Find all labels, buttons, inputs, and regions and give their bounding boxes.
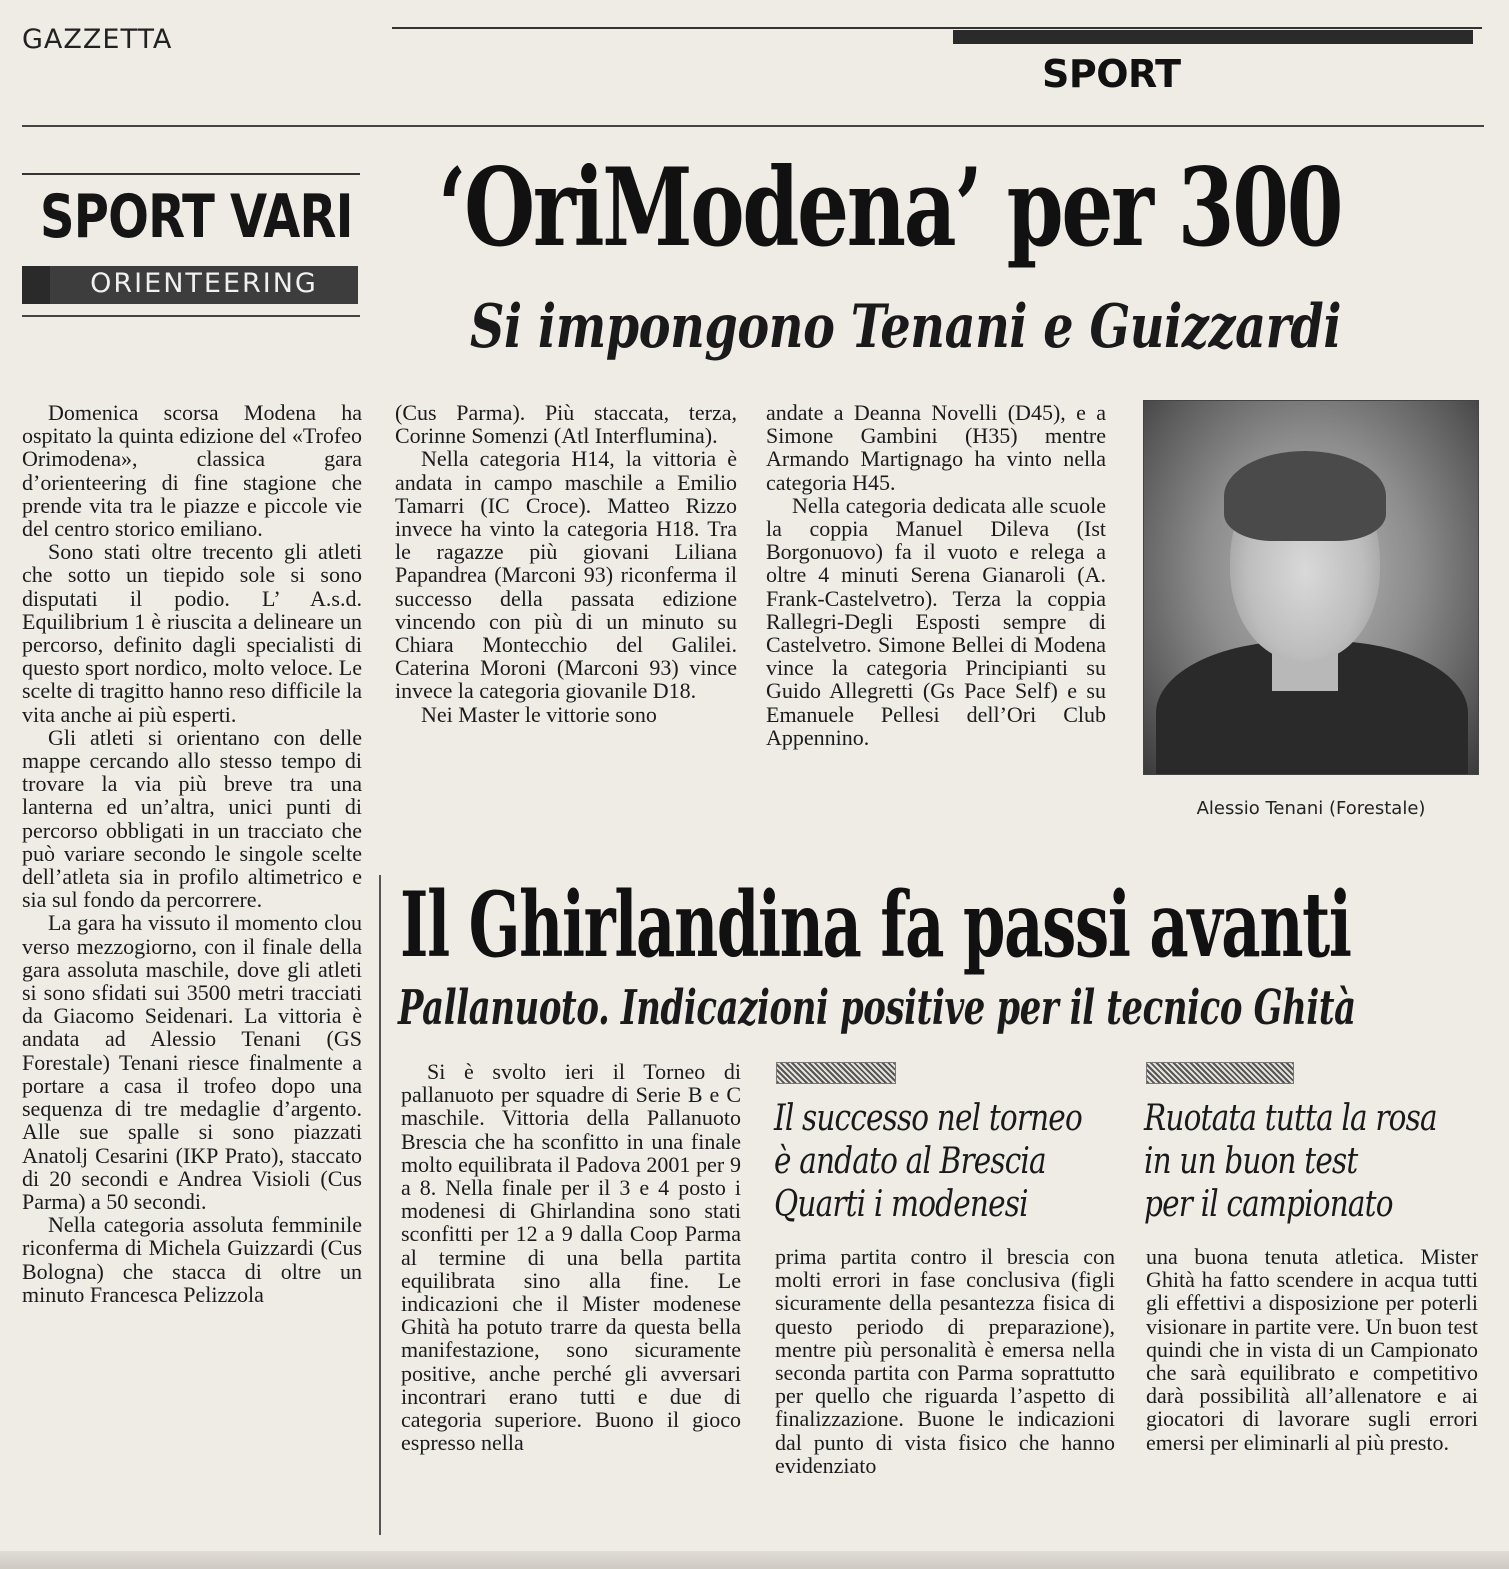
article1-column-3: [766, 401, 1106, 831]
article2-subhead: Pallanuoto. Indicazioni positive per il tecnico Ghità: [398, 980, 1356, 1036]
page-divider: [22, 125, 1484, 127]
paragraph: La gara ha vissuto il momento clou verso mezzogiorno, con il finale della gara assoluta maschile, dove gli atleti si sono sfidati sui 3500 metri tracciati da Giacomo Seidenari. La vittoria è andata ad Alessio Tenani (GS Forestale) Tenani riesce finalmente a portare a casa il trofeo dopo una sequenza di tre medaglie d’argento. Alle sue spalle si sono piazzati Anatolj Cesarini (IKP Prato), staccato di 20 secondi e Andrea Visioli (Cus Parma) a 50 secondi.: [22, 910, 362, 1214]
photo-caption: Alessio Tenani (Forestale): [1196, 798, 1426, 819]
paragraph: Domenica scorsa Modena ha ospitato la quinta edizione del «Trofeo Orimodena», classica gara d’orienteering di fine stagione che prende vita tra le piazze e piccole vie del centro storico emiliano.: [22, 400, 362, 542]
paragraph: Sono stati oltre trecento gli atleti che sotto un tiepido sole si sono disputati il podio. L’ A.s.d. Equilibrium 1 è riuscita a delineare un percorso, definito dagli specialisti di questo sport nordico, molto veloce. Le scelte di tragitto hanno reso difficile la vita anche ai più esperti.: [22, 539, 362, 727]
pull-quote-line: Il successo nel torneo: [774, 1098, 1082, 1139]
article2-column-3: [1146, 1245, 1478, 1535]
pull-quote-line: è andato al Brescia: [774, 1141, 1046, 1182]
paragraph: Nei Master le vittorie sono: [421, 701, 657, 727]
pull-quote-line: per il campionato: [1144, 1184, 1393, 1225]
article2-headline: Il Ghirlandina fa passi avanti: [400, 872, 1351, 978]
article2-column-2: [775, 1245, 1115, 1535]
article1-column-2: [395, 401, 737, 831]
pull-quote-ornament: [776, 1062, 896, 1084]
article1-headline: ‘OriModena’ per 300: [438, 145, 1342, 271]
paragraph: (Cus Parma). Più staccata, terza, Corinne Somenzi (Atl Interflumina).: [395, 400, 737, 449]
pull-quote-line: Quarti i modenesi: [774, 1184, 1028, 1225]
rubric-subtitle: ORIENTEERING: [90, 268, 318, 299]
rubric-rule-top: [22, 173, 360, 175]
paragraph: prima partita contro il brescia con molti errori in fase conclusiva (figli sicuramente della pesantezza fisica di questo periodo di preparazione), mentre più personalità è emersa nella seconda partita con Parma soprattutto per quello che riguarda l’aspetto di finalizzazione. Buone le indicazioni dal punto di vista fisico che hanno evidenziato: [775, 1244, 1115, 1478]
section-bar: [953, 30, 1473, 44]
paragraph: Gli atleti si orientano con delle mappe cercando allo stesso tempo di trovare la via più breve tra una lanterna ed un’altra, unici punti di percorso obbligati in un tracciato che può variare secondo le singole scelte dell’atleta sia in profilo altimetrico e sia sul fondo da percorrere.: [22, 724, 362, 913]
pull-quote-line: in un buon test: [1144, 1141, 1358, 1182]
pull-quote-ornament: [1146, 1062, 1294, 1084]
paragraph: Nella categoria H14, la vittoria è andata in campo maschile a Emilio Tamarri (IC Croce). Matteo Rizzo invece ha vinto la categoria H18. Tra le ragazze più giovani Liliana Papandrea (Marconi 93) riconferma il successo della passata edizione vincendo con più di un minuto su Chiara Montecchio del Galilei. Caterina Moroni (Marconi 93) vince invece la categoria giovanile D18.: [395, 446, 737, 704]
paragraph: Si è svolto ieri il Torneo di pallanuoto per squadre di Serie B e C maschile. Vittoria della Pallanuoto Brescia che ha sconfitto in una finale molto equilibrata il Padova 2001 per 9 a 8. Nella finale per il 3 e 4 posto i modenesi di Ghirlandina sono stati sconfitti per 12 a 9 dalla Coop Parma al termine di una bella partita equilibrata sino alla fine. Le indicazioni che il Mister modenese Ghità ha potuto trarre da questa bella manifestazione, sono sicuramente positive, anche perché gli avversari incontrari erano tutti e due di categoria superiore. Buono il gioco espresso nella: [401, 1059, 741, 1456]
pull-quote-1: [774, 1097, 1082, 1226]
article1-subhead: Si impongono Tenani e Guizzardi: [470, 292, 1342, 362]
article2-column-1: [401, 1060, 741, 1530]
rubric-rule-bottom: [22, 315, 360, 317]
paragraph: una buona tenuta atletica. Mister Ghità ha fatto scendere in acqua tutti gli effettivi a disposizione per poterli visionare in partite vere. Un buon test quindi che in vista di un Campionato che sarà equilibrato e competitivo darà possibilità all’allenatore e ai giocatori di lavorare sugli errori emersi per eliminarli al più presto.: [1146, 1244, 1478, 1455]
paragraph: andate a Deanna Novelli (D45), e a Simone Gambini (H35) mentre Armando Martignago ha vinto nella categoria H45.: [766, 400, 1106, 495]
paragraph: Nella categoria dedicata alle scuole la coppia Manuel Dileva (Ist Borgonuovo) fa il vuoto e relega a oltre 4 minuti Serena Gianaroli (A. Frank-Castelvetro). Terza la coppia Rallegri-Degli Esposti sempre di Castelvetro. Simone Bellei di Modena vince la categoria Principianti su Guido Allegretti (Gs Pace Self) e su Emanuele Pellesi dell’Ori Club Appennino.: [766, 492, 1106, 750]
athlete-photo: [1143, 400, 1479, 775]
pull-quote-2: [1144, 1097, 1437, 1226]
column-divider: [379, 875, 381, 1535]
newspaper-name: GAZZETTA: [22, 24, 173, 55]
pull-quote-line: Ruotata tutta la rosa: [1144, 1098, 1437, 1139]
scan-edge: [0, 1551, 1509, 1569]
rubric-title: SPORT VARI: [40, 182, 353, 252]
article1-column-1: [22, 401, 362, 1531]
paragraph: Nella categoria assoluta femminile riconferma di Michela Guizzardi (Cus Bologna) che stacca di oltre un minuto Francesca Pelizzola: [22, 1212, 362, 1307]
section-label: SPORT: [1042, 52, 1181, 96]
header-rule: [392, 27, 1482, 29]
